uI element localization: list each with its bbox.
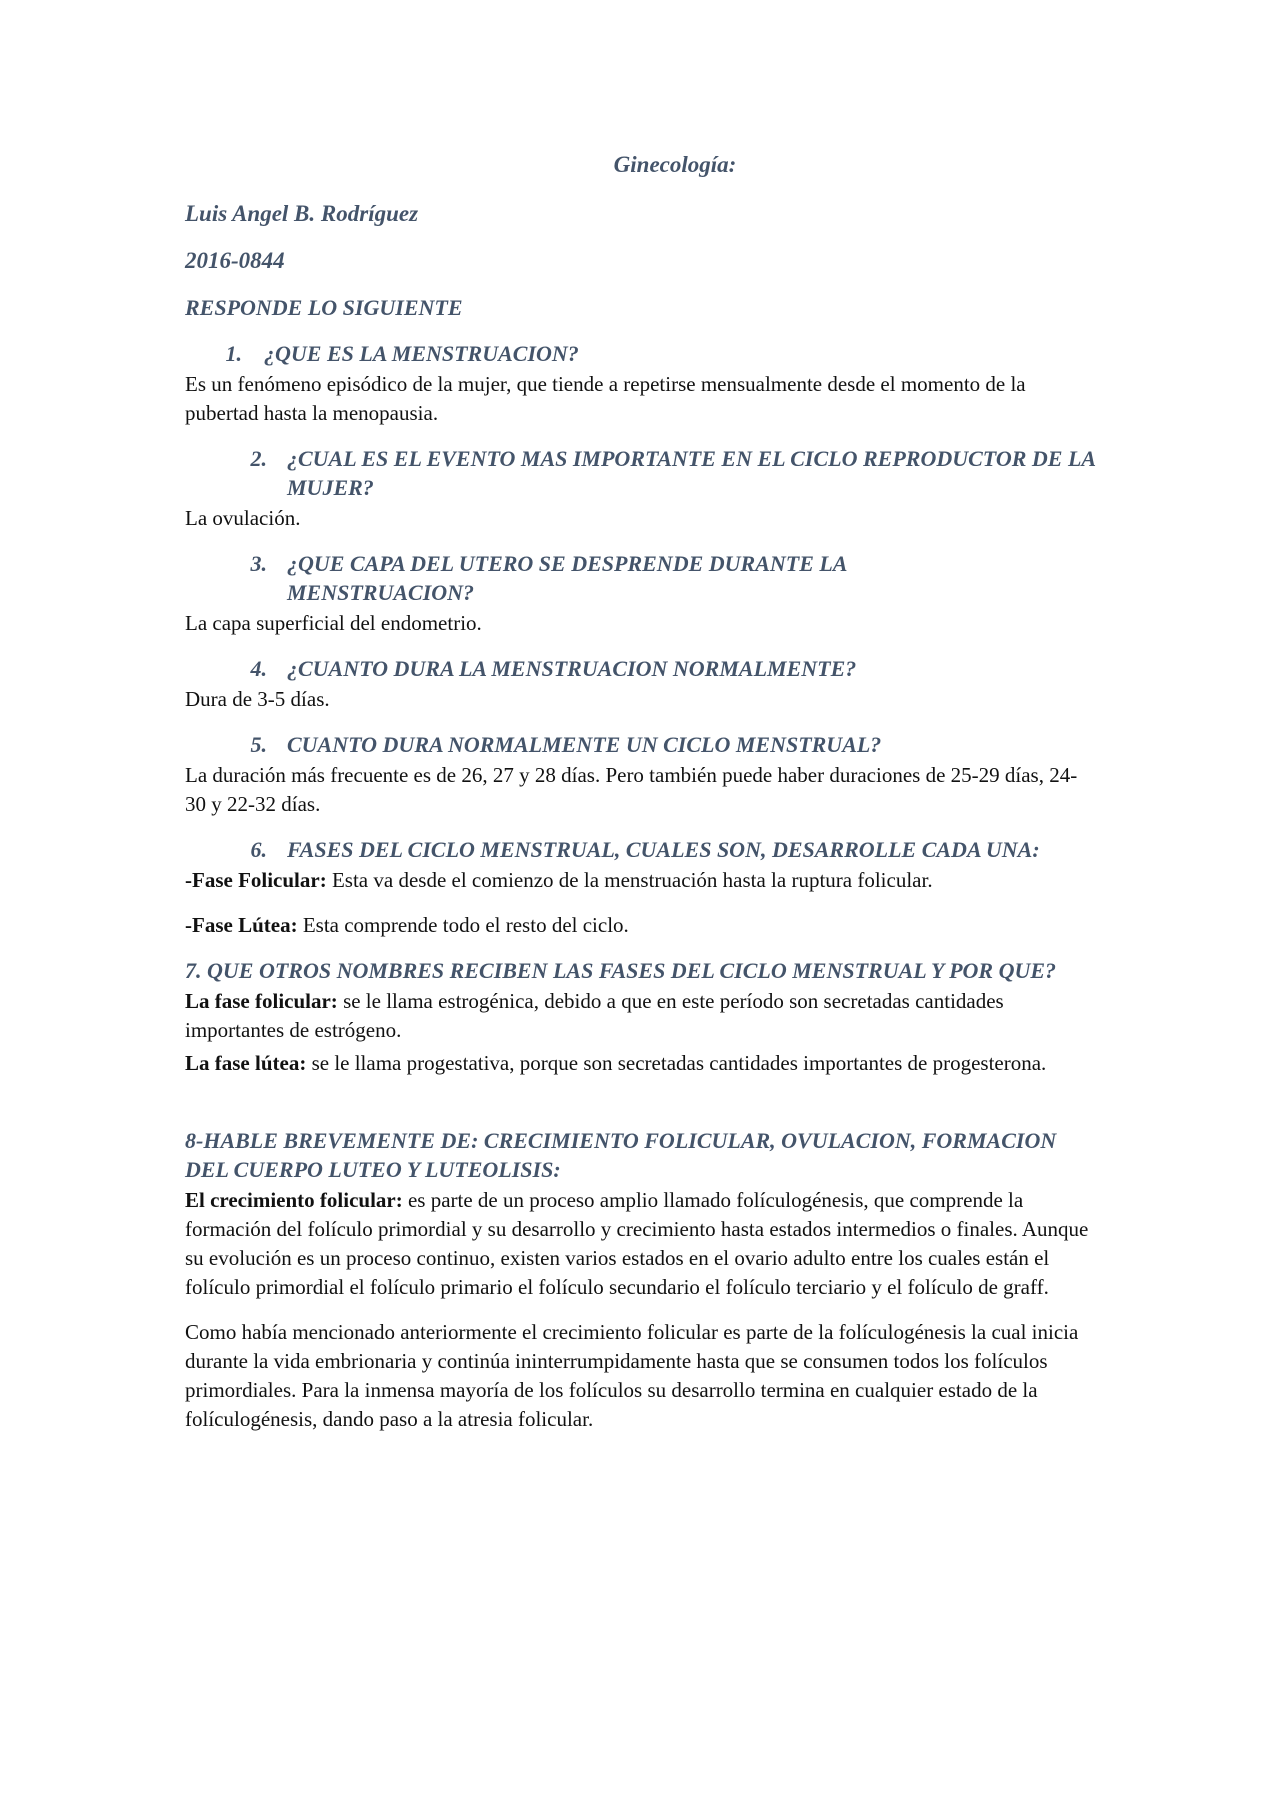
question-5-number: 5. — [250, 732, 267, 757]
question-3-text: ¿QUE CAPA DEL UTERO SE DESPRENDE DURANTE LA MENSTRUACION? — [287, 551, 847, 605]
question-1-answer: Es un fenómeno episódico de la mujer, que tiende a repetirse mensualmente desde el momento de la pubertad hasta la menopausia. — [185, 372, 1026, 425]
q7-luteal-item — [185, 1049, 1095, 1078]
question-6-text: FASES DEL CICLO MENSTRUAL, CUALES SON, DESARROLLE CADA UNA: — [287, 837, 1040, 862]
phase-luteal-term: -Fase Lútea: — [185, 913, 298, 937]
q8-paragraph-1-term: El crecimiento folicular: — [185, 1188, 403, 1212]
question-5-answer: La duración más frecuente es de 26, 27 y 28 días. Pero también puede haber duraciones de 25-29 días, 24-30 y 22-32 días. — [185, 763, 1078, 816]
document-title: Ginecología: — [613, 152, 737, 177]
q7-follicular-term: La fase folicular: — [185, 989, 338, 1013]
section-spacer — [185, 1078, 1095, 1126]
question-2-answer: La ovulación. — [185, 506, 301, 530]
q8-paragraph-1 — [185, 1186, 1095, 1302]
question-2-text: ¿CUAL ES EL EVENTO MAS IMPORTANTE EN EL CICLO REPRODUCTOR DE LA MUJER? — [287, 446, 1095, 500]
question-2-number: 2. — [250, 446, 267, 471]
phase-follicular-item — [185, 866, 1095, 895]
q8-paragraph-2: Como había mencionado anteriormente el crecimiento folicular es parte de la folículogénesis la cual inicia durante la vida embrionaria y continúa ininterrumpidamente hasta que se consumen todos los folículos primordiales. Para la inmensa mayoría de los folículos su desarrollo termina en cualquier estado de la folículogénesis, dando paso a la atresia folicular. — [185, 1320, 1079, 1431]
question-5-heading — [185, 730, 1095, 759]
question-6-heading — [185, 835, 1095, 864]
question-3-number: 3. — [250, 551, 267, 576]
question-4-text: ¿CUANTO DURA LA MENSTRUACION NORMALMENTE? — [287, 656, 857, 681]
question-2-heading — [185, 444, 1095, 502]
question-6-number: 6. — [250, 837, 267, 862]
question-5-text: CUANTO DURA NORMALMENTE UN CICLO MENSTRUAL? — [287, 732, 882, 757]
phase-follicular-text: Esta va desde el comienzo de la menstruación hasta la ruptura folicular. — [326, 868, 933, 892]
question-4-heading — [185, 654, 1095, 683]
q8-paragraph-1-text: es parte de un proceso amplio llamado folículogénesis, que comprende la formación del folículo primordial y su desarrollo y crecimiento hasta estados intermedios o finales. Aunque su evolución es un proceso continuo, existen varios estados en el ovario adulto entre los cuales están el folículo primordial el folículo primario el folículo secundario el folículo terciario y el folículo de graff. — [185, 1188, 1089, 1299]
phase-luteal-item — [185, 911, 1095, 940]
question-1-heading — [185, 339, 1095, 368]
student-id: 2016-0844 — [185, 248, 285, 273]
q7-luteal-text: se le llama progestativa, porque son secretadas cantidades importantes de progesterona. — [306, 1051, 1047, 1075]
question-4-number: 4. — [250, 656, 267, 681]
question-3-heading — [185, 549, 1095, 607]
question-7-heading: 7. QUE OTROS NOMBRES RECIBEN LAS FASES DEL CICLO MENSTRUAL Y POR QUE? — [185, 958, 1057, 983]
question-8-heading: 8-HABLE BREVEMENTE DE: CRECIMIENTO FOLICULAR, OVULACION, FORMACION DEL CUERPO LUTEO Y LUTEOLISIS: — [185, 1128, 1057, 1182]
question-3-answer: La capa superficial del endometrio. — [185, 611, 482, 635]
phase-luteal-text: Esta comprende todo el resto del ciclo. — [297, 913, 629, 937]
question-4-answer: Dura de 3-5 días. — [185, 687, 330, 711]
question-1-number: 1. — [225, 341, 242, 366]
q7-luteal-term: La fase lútea: — [185, 1051, 307, 1075]
instruction-heading: RESPONDE LO SIGUIENTE — [185, 295, 463, 320]
q7-follicular-text: se le llama estrogénica, debido a que en este período son secretadas cantidades importantes de estrógeno. — [185, 989, 1004, 1042]
q7-follicular-item — [185, 987, 1095, 1045]
document-page — [185, 150, 1095, 1450]
author-name: Luis Angel B. Rodríguez — [185, 201, 419, 226]
question-1-text: ¿QUE ES LA MENSTRUACION? — [264, 341, 579, 366]
phase-follicular-term: -Fase Folicular: — [185, 868, 327, 892]
